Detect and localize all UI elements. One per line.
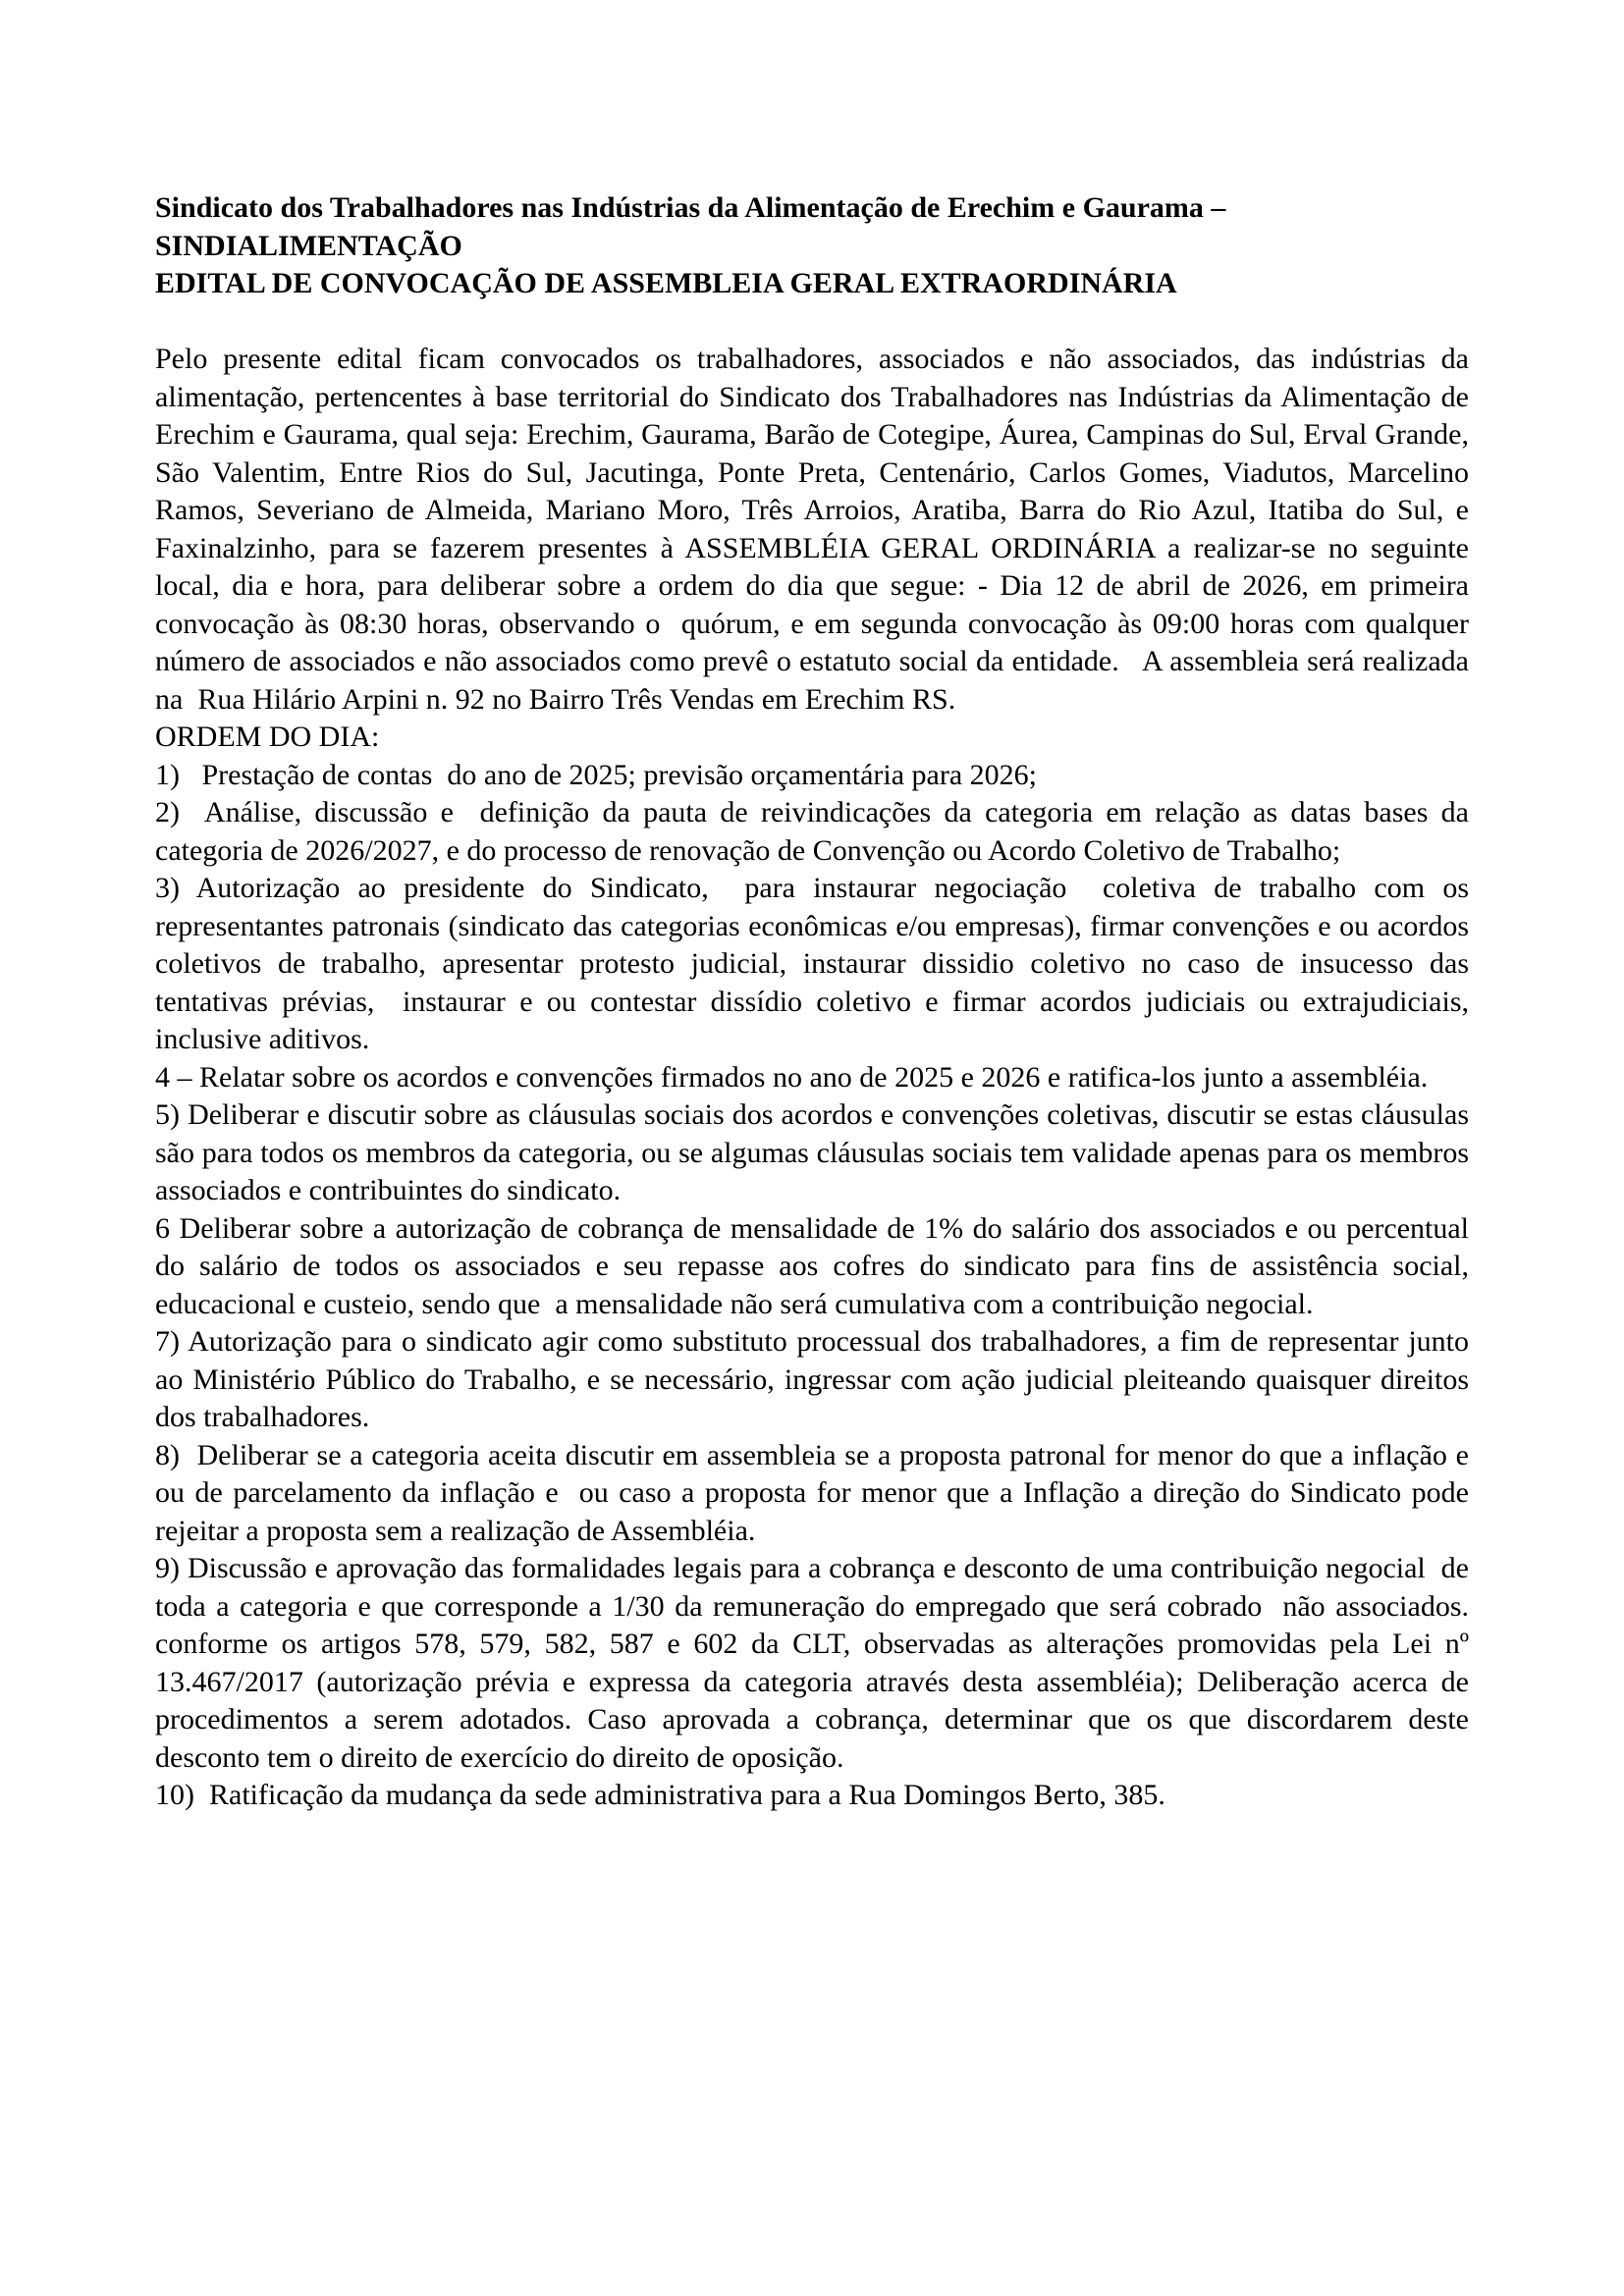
agenda-item-10: 10) Ratificação da mudança da sede administrativa para a Rua Domingos Berto, 385. [155,1779,1165,1811]
agenda-item-4: 4 – Relatar sobre os acordos e convenções firmados no ano de 2025 e 2026 e ratifica-los junto a assembléia. [155,1060,1429,1094]
agenda-item-6: 6 Deliberar sobre a autorização de cobrança de mensalidade de 1% do salário dos associados e ou percentual do salário de todos os associados e seu repasse aos cofres do sindicato para fins de assistência social, educacional e custeio, sendo que a mensalidade não será cumulativa com a contribuição negocial. [155,1211,1477,1320]
header-title-line-3: EDITAL DE CONVOCAÇÃO DE ASSEMBLEIA GERAL EXTRAORDINÁRIA [155,267,1177,299]
agenda-item-5: 5) Deliberar e discutir sobre as cláusulas sociais dos acordos e convenções coletivas, discutir se estas cláusulas são para todos os membros da categoria, ou se algumas cláusulas sociais tem validade apenas para os membros associados e contribuintes do sindicato. [155,1098,1477,1206]
agenda-item-9: 9) Discussão e aprovação das formalidades legais para a cobrança e desconto de uma contribuição negocial de toda a categoria e que corresponde a 1/30 da remuneração do empregado que será cobrado não associados. conforme os artigos 578, 579, 582, 587 e 602 da CLT, observadas as alterações promovidas pela Lei nº 13.467/2017 (autorização prévia e expressa da categoria através desta assembléia); Deliberação acerca de procedimentos a serem adotados. Caso aprovada a cobrança, determinar que os que discordarem deste desconto tem o direito de exercício do direito de oposição. [155,1552,1484,1774]
ordem-do-dia-heading: ORDEM DO DIA: [155,721,380,753]
header-title-line-1: Sindicato dos Trabalhadores nas Indústrias da Alimentação de Erechim e Gaurama – [155,191,1226,224]
agenda-item-3: 3) Autorização ao presidente do Sindicato, para instaurar negociação coletiva de trabalho com os representantes patronais (sindicato das categorias econômicas e/ou empresas), firmar convenções e ou acordos coletivos de trabalho, apresentar protesto judicial, instaurar dissidio coletivo no caso de insucesso das tentativas prévias, instaurar e ou contestar dissídio coletivo e firmar acordos judiciais ou extrajudiciais, inclusive aditivos. [155,872,1477,1055]
blank-line [155,303,1469,342]
agenda-item-7: 7) Autorização para o sindicato agir como substituto processual dos trabalhadores, a fim de representar junto ao Ministério Público do Trabalho, e se necessário, ingressar com ação judicial pleiteando quaisquer direitos dos trabalhadores. [155,1325,1477,1433]
document-header [155,189,1469,303]
intro-paragraph: Pelo presente edital ficam convocados os trabalhadores, associados e não associados, das indústrias da alimentação, pertencentes à base territorial do Sindicato dos Trabalhadores nas Indústrias da Alimentação de Erechim e Gaurama, qual seja: Erechim, Gaurama, Barão de Cotegipe, Áurea, Campinas do Sul, Erval Grande, São Valentim, Entre Rios do Sul, Jacutinga, Ponte Preta, Centenário, Carlos Gomes, Viadutos, Marcelino Ramos, Severiano de Almeida, Mariano Moro, Três Arroios, Aratiba, Barra do Rio Azul, Itatiba do Sul, e Faxinalzinho, para se fazerem presentes à ASSEMBLÉIA GERAL ORDINÁRIA a realizar-se no seguinte local, dia e hora, para deliberar sobre a ordem do dia que segue: - Dia 12 de abril de 2026, em primeira convocação às 08:30 horas, observando o quórum, e em segunda convocação às 09:00 horas com qualquer número de associados e não associados como prevê o estatuto social da entidade. A assembleia será realizada na Rua Hilário Arpini n. 92 no Bairro Três Vendas em Erechim RS. [155,343,1491,716]
agenda-item-1: 1) Prestação de contas do ano de 2025; previsão orçamentária para 2026; [155,758,1038,791]
agenda-item-8: 8) Deliberar se a categoria aceita discutir em assembleia se a proposta patronal for menor do que a inflação e ou de parcelamento da inflação e ou caso a proposta for menor que a Inflação a direção do Sindicato pode rejeitar a proposta sem a realização de Assembléia. [155,1438,1477,1547]
header-title-line-2: SINDIALIMENTAÇÃO [155,229,462,262]
agenda-item-2: 2) Análise, discussão e definição da pauta de reivindicações da categoria em relação as datas bases da categoria de 2026/2027, e do processo de renovação de Convenção ou Acordo Coletivo de Trabalho; [155,796,1477,867]
